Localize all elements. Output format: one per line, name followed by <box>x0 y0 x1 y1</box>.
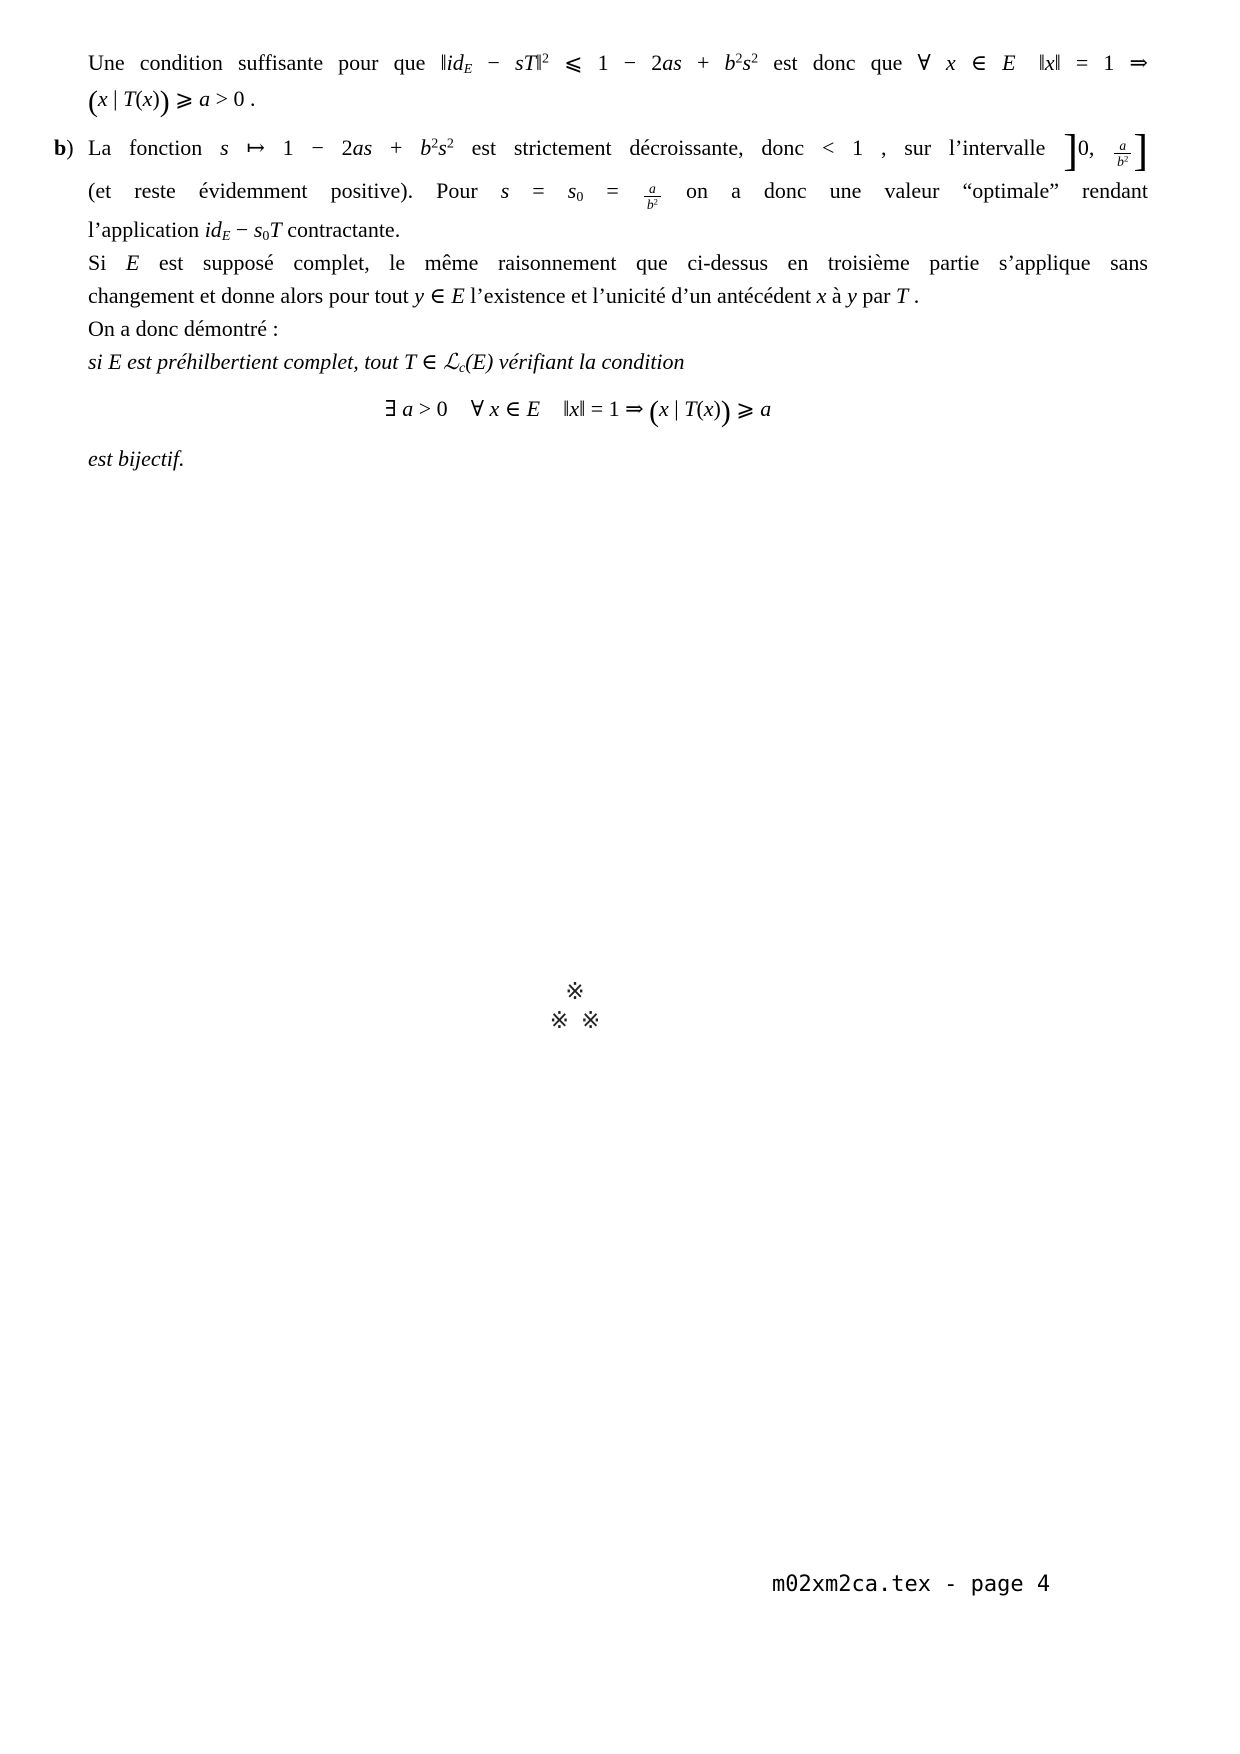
math-segment-v: x <box>703 395 714 421</box>
item-b-closing-line <box>88 442 1148 475</box>
math-segment-t: si <box>88 348 109 374</box>
math-segment-v: a <box>402 395 414 421</box>
math-segment-big2: ] <box>1063 126 1078 175</box>
item-b-label <box>54 126 74 170</box>
math-segment-t: ∈ <box>424 282 452 308</box>
item-b-line-2 <box>88 170 1148 213</box>
item-b-line-5 <box>88 279 1148 312</box>
math-segment-v: T <box>684 395 697 421</box>
separator-row-top <box>0 978 1150 1007</box>
math-segment-subv: c <box>458 359 466 376</box>
fraction-numerator <box>1117 138 1128 153</box>
math-segment-big2: ] <box>1133 126 1148 175</box>
math-segment-t: est supposé complet, le même raisonnement que ci-dessus en troisième partie s’applique sans <box>139 249 1148 275</box>
math-segment-subv: E <box>463 61 473 78</box>
item-b-label-letter: b <box>54 135 67 160</box>
math-segment-v: s <box>500 178 510 203</box>
display-equation <box>88 388 1068 430</box>
math-segment-t: ⩽ 1 − 2 <box>549 50 663 75</box>
math-segment-t: ∈ <box>499 395 527 421</box>
math-segment-t: | <box>107 86 124 111</box>
math-segment-v: x <box>569 395 580 421</box>
asterisk-icon: ※ <box>581 1008 601 1034</box>
math-segment-t: ∈ <box>955 50 1003 75</box>
math-segment-v: T <box>269 216 282 242</box>
math-segment-sup: 2 <box>446 135 454 152</box>
fraction <box>1114 138 1131 170</box>
math-segment-t: est bijectif. <box>88 445 185 471</box>
math-segment-v: E <box>125 249 140 275</box>
item-b-line-6 <box>88 312 1148 345</box>
math-segment-v: T <box>896 282 909 308</box>
math-segment-t: ( <box>135 86 143 111</box>
math-segment-v: s <box>567 178 577 203</box>
math-segment-v: T <box>403 348 416 374</box>
math-segment-sup: 2 <box>653 196 659 207</box>
math-segment-t: + <box>372 135 421 160</box>
math-segment-t: est strictement décroissante, donc < 1 , sur l’intervalle <box>453 135 1064 160</box>
math-segment-v: b <box>1117 154 1124 170</box>
math-segment-t: ) vérifiant la condition <box>485 348 685 374</box>
math-segment-t: La fonction <box>88 135 221 160</box>
math-segment-sup: 2 <box>1123 153 1129 164</box>
asterisk-icon: ※ <box>549 1008 569 1034</box>
footer-page-info: m02xm2ca.tex - page 4 <box>772 1572 1051 1597</box>
asterisk-icon: ※ <box>565 979 585 1005</box>
math-segment-t: ∃ <box>384 395 403 421</box>
math-segment-v: E <box>526 395 541 421</box>
math-segment-t: = <box>583 178 642 203</box>
math-segment-sup: 2 <box>751 50 759 67</box>
math-segment-sup: 2 <box>735 50 743 67</box>
math-segment-v: x <box>816 282 827 308</box>
math-segment-t: (et reste évidemment positive). Pour <box>88 178 501 203</box>
math-segment-subv: E <box>221 227 231 244</box>
math-segment-t: on a donc une valeur “optimale” rendant <box>663 178 1148 203</box>
math-segment-t: ‖ <box>440 50 447 75</box>
math-segment-t: ‖ = 1 ⇒ <box>579 395 650 421</box>
math-segment-t: = <box>509 178 568 203</box>
math-segment-v: x <box>489 395 500 421</box>
intro-line-2 <box>88 80 1148 118</box>
math-segment-t: Une condition suffisante pour que <box>88 50 441 75</box>
math-segment-t: à <box>826 282 848 308</box>
text-column <box>54 46 1148 475</box>
math-segment-v: a <box>760 395 772 421</box>
math-segment-t: 0, <box>1077 135 1113 160</box>
math-segment-v: x <box>97 86 108 111</box>
math-segment-v: x <box>142 86 153 111</box>
math-segment-v: b <box>724 50 736 75</box>
math-segment-v: a <box>649 181 656 196</box>
math-segment-t: ) <box>713 395 721 421</box>
math-segment-v: E <box>1002 50 1016 75</box>
math-segment-v: x <box>945 50 956 75</box>
math-segment-v: ℒ <box>443 348 459 374</box>
math-segment-t: l’existence et l’unicité d’un antécédent <box>464 282 817 308</box>
math-segment-t: Si <box>88 249 126 275</box>
math-segment-t: On a donc démontré : <box>88 315 279 341</box>
math-segment-v: x <box>1044 50 1055 75</box>
item-b-statement-line <box>88 345 1148 378</box>
math-segment-t: + <box>681 50 725 75</box>
item-b-line-4 <box>88 246 1148 279</box>
math-segment-sup: 2 <box>431 135 439 152</box>
math-segment-v: s <box>220 135 229 160</box>
math-segment-v: b <box>420 135 432 160</box>
math-segment-big1: ) <box>159 86 170 118</box>
item-b-line-3 <box>88 213 1148 246</box>
math-segment-sub: 0 <box>262 227 270 244</box>
section-separator <box>0 978 1150 1036</box>
math-segment-t: par <box>856 282 896 308</box>
math-segment-v: x <box>659 395 669 421</box>
math-segment-v: as <box>662 50 682 75</box>
math-segment-t: ↦ 1 − 2 <box>228 135 353 160</box>
math-segment-t: changement et donne alors pour tout <box>88 282 415 308</box>
fraction-denominator <box>1114 153 1131 169</box>
math-segment-big1: ( <box>88 86 98 118</box>
math-segment-v: as <box>352 135 373 160</box>
separator-row-bottom <box>0 1007 1150 1036</box>
math-segment-t: ( <box>696 395 704 421</box>
math-segment-t: > 0 . <box>210 86 256 111</box>
math-segment-sub: 0 <box>576 189 584 206</box>
math-segment-v: s <box>742 50 752 75</box>
math-segment-t: > 0 <box>413 395 448 421</box>
math-segment-t: − <box>472 50 516 75</box>
math-segment-v: s <box>253 216 263 242</box>
math-segment-v: a <box>199 86 211 111</box>
math-segment-v: y <box>414 282 425 308</box>
math-segment-t: ∈ <box>415 348 444 374</box>
fraction <box>644 181 661 213</box>
fraction-numerator <box>647 181 658 196</box>
math-segment-t: contractante. <box>281 216 401 242</box>
math-segment-t: ∀ <box>470 395 490 421</box>
math-segment-big1: ( <box>649 395 660 428</box>
math-segment-t: ‖ <box>1038 50 1045 75</box>
math-segment-t: l’application <box>88 216 205 242</box>
math-segment-v: y <box>847 282 857 308</box>
math-segment-v: b <box>646 197 654 213</box>
math-segment-v: id <box>204 216 222 242</box>
item-b <box>54 126 1148 475</box>
math-segment-v: E <box>472 348 486 374</box>
math-segment-t: . <box>908 282 920 308</box>
item-b-line-1 <box>88 126 1148 175</box>
math-segment-v: s <box>438 135 447 160</box>
math-segment-t: − <box>230 216 254 242</box>
math-segment-v: sT <box>515 50 536 75</box>
math-segment-sup: 2 <box>542 50 550 67</box>
math-segment-v: id <box>446 50 464 75</box>
math-segment-t: ‖ = 1 ⇒ <box>1054 50 1148 75</box>
item-b-label-paren: ) <box>66 135 74 160</box>
math-segment-t: ) <box>152 86 160 111</box>
math-segment-v: E <box>451 282 465 308</box>
math-segment-v: T <box>123 86 136 111</box>
math-segment-t: ‖ <box>535 50 542 75</box>
math-segment-t: ( <box>465 348 473 374</box>
intro-line-1 <box>88 46 1148 80</box>
math-segment-t: est préhilbertient complet, tout <box>121 348 404 374</box>
math-segment-t: ⩾ <box>169 86 200 111</box>
math-segment-t: ‖ <box>563 395 570 421</box>
math-segment-t: ⩾ <box>730 395 761 421</box>
fraction-denominator <box>644 196 661 212</box>
math-segment-t: est donc que ∀ <box>758 50 946 75</box>
math-segment-big1: ) <box>720 395 731 428</box>
math-segment-t: | <box>668 395 685 421</box>
math-segment-v: E <box>108 348 122 374</box>
math-segment-v: a <box>1119 138 1127 153</box>
